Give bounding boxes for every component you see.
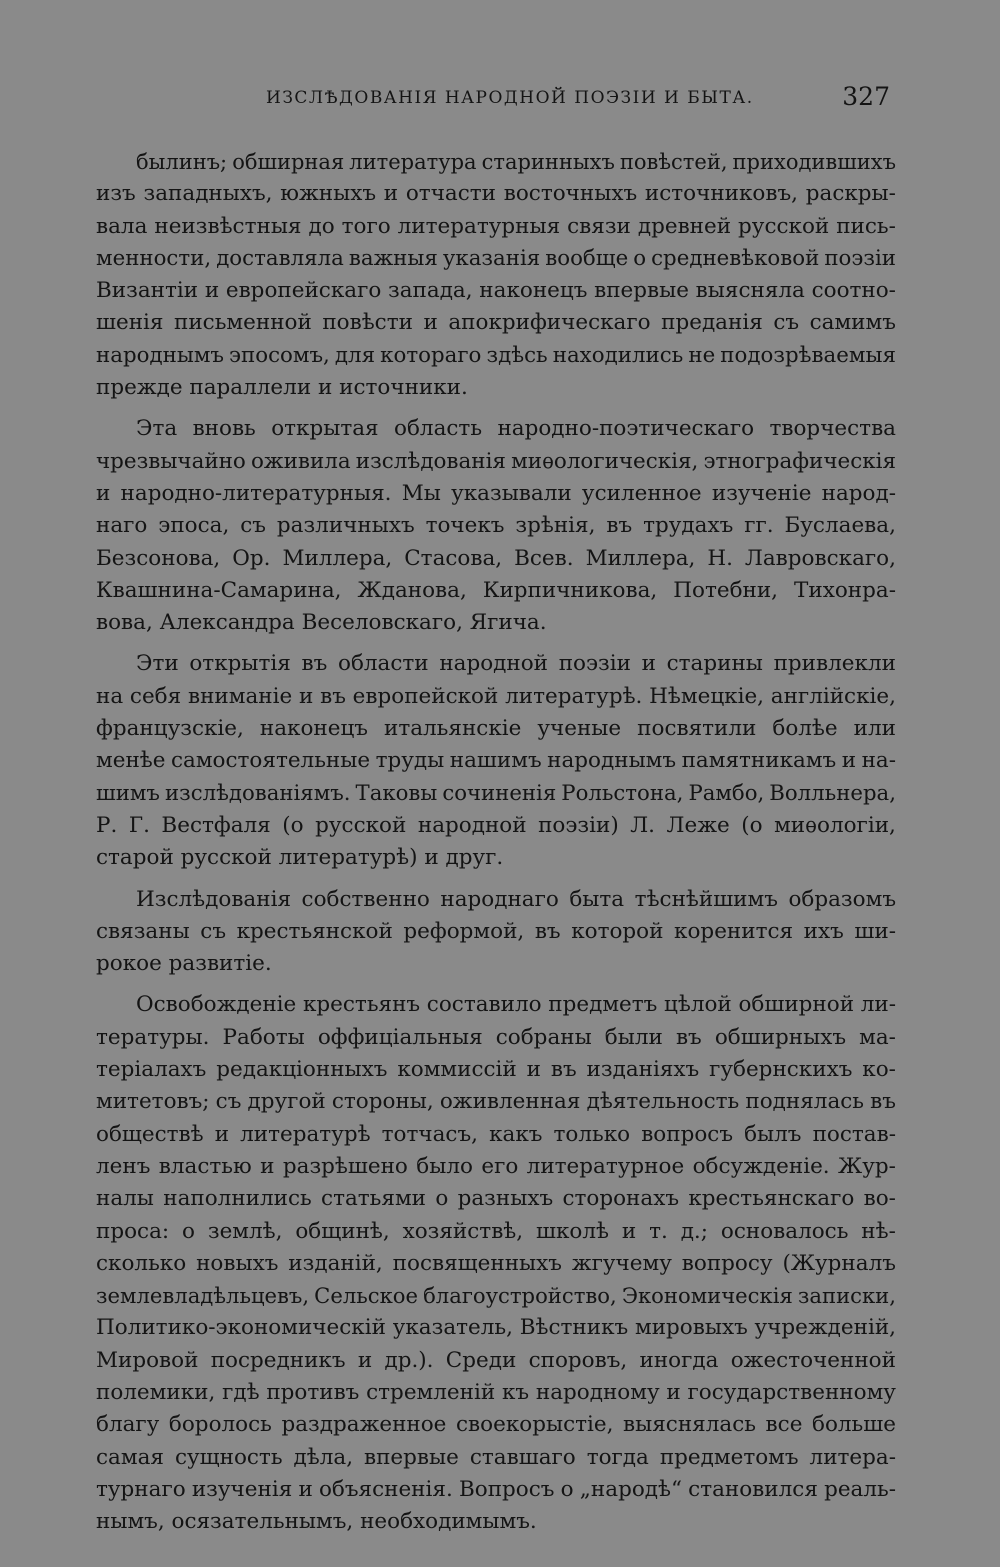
paragraph [96, 413, 896, 639]
text-line: наго эпоса, съ различныхъ точекъ зрѣнія, въ трудахъ гг. Буслаева, [96, 513, 896, 539]
text-line: французскіе, наконецъ итальянскіе ученые посвятили болѣе или [96, 716, 896, 742]
text-line: полемики, гдѣ противъ стремленій къ народному и государственному [96, 1379, 896, 1405]
running-title: ИЗСЛѢДОВАНІЯ НАРОДНОЙ ПОЭЗІИ И БЫТА. [266, 88, 754, 108]
text-line: былинъ; обширная литература старинныхъ повѣстей, приходившихъ [136, 149, 896, 174]
text-line: прежде параллели и источники. [96, 375, 468, 401]
text-line: землевладѣльцевъ, Сельское благоустройство, Экономическія записки, [96, 1283, 896, 1309]
text-line: шимъ изслѣдованіямъ. Таковы сочиненія Рольстона, Рамбо, Волльнера, [96, 780, 896, 806]
text-line: Эти открытія въ области народной поэзіи и старины привлекли [136, 651, 896, 677]
text-line: вала неизвѣстныя до того литературныя связи древней русской пись- [96, 213, 896, 239]
text-line: Безсонова, Ор. Миллера, Стасова, Всев. Миллера, Н. Лавровскаго, [96, 545, 896, 571]
text-line: старой русской литературѣ) и друг. [96, 845, 504, 871]
text-line: изъ западныхъ, южныхъ и отчасти восточныхъ источниковъ, раскры- [96, 181, 896, 207]
paragraph [96, 648, 896, 874]
text-line: менѣе самостоятельные труды нашимъ народнымъ памятникамъ и на- [96, 748, 896, 774]
text-line: рокое развитіе. [96, 951, 272, 977]
text-line: Р. Г. Вестфаля (о русской народной поэзіи) Л. Леже (о миѳологіи, [96, 812, 896, 838]
text-line: теріалахъ редакціонныхъ коммиссій и въ изданіяхъ губернскихъ ко- [96, 1057, 896, 1083]
body-text [96, 146, 896, 1547]
text-line: на себя вниманіе и въ европейской литературѣ. Нѣмецкіе, англійскіе, [96, 683, 896, 709]
text-line: сколько новыхъ изданій, посвященныхъ жгучему вопросу (Журналъ [96, 1250, 896, 1276]
text-line: тературы. Работы оффиціальныя собраны были въ обширныхъ ма- [96, 1024, 896, 1050]
text-line: шенія письменной повѣсти и апокрифическаго преданія съ самимъ [96, 310, 896, 336]
text-line: нымъ, осязательнымъ, необходимымъ. [96, 1509, 537, 1535]
page-number: 327 [842, 82, 890, 111]
text-line: Византіи и европейскаго запада, наконецъ впервые выясняла соотно- [96, 278, 896, 304]
text-line: и народно-литературныя. Мы указывали усиленное изученіе народ- [96, 480, 896, 506]
text-line: налы наполнились статьями о разныхъ сторонахъ крестьянскаго во- [96, 1186, 896, 1212]
text-line: проса: о землѣ, общинѣ, хозяйствѣ, школѣ и т. д.; основалось нѣ- [96, 1218, 896, 1244]
text-line: обществѣ и литературѣ тотчасъ, какъ только вопросъ былъ постав- [96, 1121, 896, 1147]
text-line: Мировой посредникъ и др.). Среди споровъ, иногда ожесточенной [96, 1347, 896, 1373]
text-line: Эта вновь открытая область народно-поэтическаго творчества [136, 416, 896, 442]
text-line: менности, доставляла важныя указанія вообще о средневѣковой поэзіи [96, 245, 896, 271]
text-line: чрезвычайно оживила изслѣдованія миѳологическія, этнографическія [96, 448, 896, 474]
paragraph [96, 146, 896, 404]
text-line: Политико-экономическій указатель, Вѣстникъ мировыхъ учрежденій, [96, 1315, 896, 1341]
text-line: митетовъ; съ другой стороны, оживленная дѣятельность поднялась въ [96, 1089, 896, 1115]
paragraph [96, 989, 896, 1538]
text-line: Изслѣдованія собственно народнаго быта тѣснѣйшимъ образомъ [136, 886, 896, 912]
text-line: благу боролось раздраженное своекорыстіе, выяснялась все больше [96, 1412, 896, 1438]
text-line: ленъ властью и разрѣшено было его литературное обсужденіе. Жур- [96, 1153, 896, 1179]
text-line: связаны съ крестьянской реформой, въ которой коренится ихъ ши- [96, 918, 896, 944]
paragraph [96, 884, 896, 981]
text-line: вова, Александра Веселовскаго, Ягича. [96, 610, 547, 636]
running-head [96, 82, 894, 122]
text-line: самая сущность дѣла, впервые ставшаго тогда предметомъ литера- [96, 1444, 896, 1470]
text-line: Освобожденіе крестьянъ составило предметъ цѣлой обширной ли- [136, 992, 896, 1018]
text-line: турнаго изученія и объясненія. Вопросъ о „народѣ“ становился реаль- [96, 1476, 896, 1502]
text-line: Квашнина-Самарина, Жданова, Кирпичникова, Потебни, Тихонра- [96, 577, 896, 603]
text-line: народнымъ эпосомъ, для котораго здѣсь находились не подозрѣваемыя [96, 342, 896, 368]
